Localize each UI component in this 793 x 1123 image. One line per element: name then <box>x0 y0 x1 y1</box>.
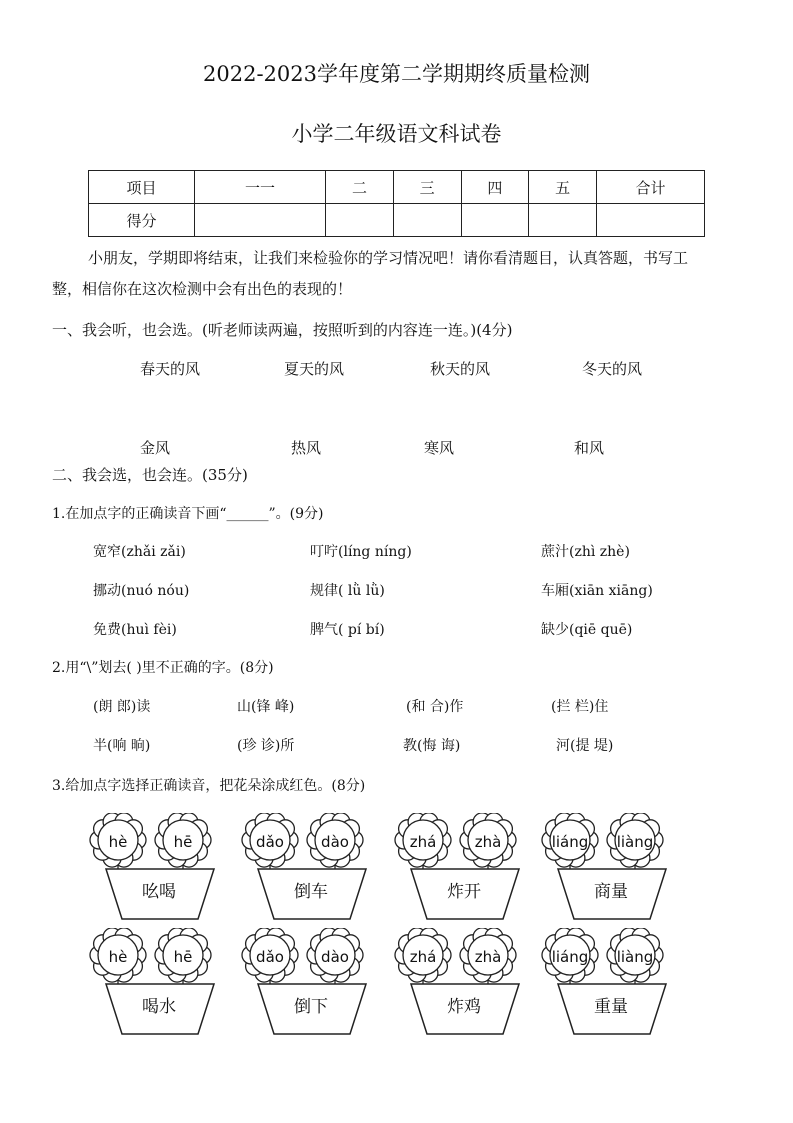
exam-title: 2022-2023学年度第二学期期终质量检测 <box>203 62 590 86</box>
pot-word: 吆喝 <box>142 882 176 902</box>
pot-word: 炸开 <box>447 882 481 902</box>
score-cell[interactable] <box>195 204 326 237</box>
pinyin-option-left[interactable]: dǎo <box>256 948 284 966</box>
flower-pot-drawing <box>88 813 228 921</box>
score-header-cell: 一一 <box>195 171 326 204</box>
flower-pot[interactable] <box>393 928 533 1036</box>
q1-item[interactable]: 车厢(xiān xiāng) <box>541 583 653 599</box>
score-cell[interactable] <box>529 204 597 237</box>
pinyin-option-left[interactable]: hè <box>108 948 128 966</box>
flower-pot[interactable] <box>88 813 228 921</box>
flower-pot-drawing <box>540 928 680 1036</box>
q1-item[interactable]: 挪动(nuó nóu) <box>93 583 190 599</box>
pot-word: 倒下 <box>294 997 328 1017</box>
score-table-header-row <box>89 171 705 204</box>
q3-title: 3.给加点字选择正确读音，把花朵涂成红色。(8分) <box>52 778 366 794</box>
score-header-cell: 二 <box>326 171 394 204</box>
wind-bottom-item[interactable]: 和风 <box>574 439 605 457</box>
pinyin-option-left[interactable]: dǎo <box>256 833 284 851</box>
exam-subtitle: 小学二年级语文科试卷 <box>291 122 502 146</box>
q1-title: 1.在加点字的正确读音下画“______”。(9分) <box>52 506 324 522</box>
score-cell[interactable] <box>326 204 394 237</box>
section2-title: 二、我会选，也会连。(35分) <box>52 466 248 484</box>
wind-bottom-item[interactable]: 寒风 <box>424 439 455 457</box>
wind-top-item[interactable]: 春天的风 <box>140 360 201 378</box>
pinyin-option-left[interactable]: zhá <box>409 833 437 851</box>
score-table <box>88 170 705 237</box>
pinyin-option-left[interactable]: liáng <box>551 833 589 851</box>
q2-item[interactable]: 山(锋 峰) <box>237 699 295 715</box>
wind-top-item[interactable]: 冬天的风 <box>582 360 643 378</box>
intro-line-1: 小朋友，学期即将结束，让我们来检验你的学习情况吧！请你看清题目，认真答题，书写工 <box>88 249 689 267</box>
q1-item[interactable]: 免费(huì fèi) <box>93 622 177 638</box>
flower-pot[interactable] <box>540 928 680 1036</box>
flower-pot-drawing <box>393 928 533 1036</box>
flower-pot[interactable] <box>240 813 380 921</box>
q2-item[interactable]: (珍 诊)所 <box>237 738 295 754</box>
q2-item[interactable]: 教(悔 诲) <box>403 738 461 754</box>
score-header-cell: 合计 <box>597 171 705 204</box>
score-row-label: 得分 <box>89 204 195 237</box>
pinyin-option-right[interactable]: hē <box>173 948 193 966</box>
pinyin-option-left[interactable]: liáng <box>551 948 589 966</box>
wind-top-item[interactable]: 秋天的风 <box>430 360 491 378</box>
q1-item[interactable]: 蔗汁(zhì zhè) <box>541 544 630 560</box>
pinyin-option-right[interactable]: dào <box>321 948 349 966</box>
flower-pot-drawing <box>240 928 380 1036</box>
pinyin-option-left[interactable]: hè <box>108 833 128 851</box>
q2-item[interactable]: 半(响 晌) <box>93 738 151 754</box>
wind-bottom-item[interactable]: 热风 <box>291 439 322 457</box>
pot-word: 喝水 <box>142 997 176 1017</box>
pinyin-option-right[interactable]: zhà <box>474 833 502 851</box>
pinyin-option-right[interactable]: zhà <box>474 948 502 966</box>
pinyin-option-right[interactable]: dào <box>321 833 349 851</box>
score-cell[interactable] <box>461 204 529 237</box>
score-cell[interactable] <box>597 204 705 237</box>
pinyin-option-right[interactable]: hē <box>173 833 193 851</box>
q2-item[interactable]: (朗 郎)读 <box>93 699 151 715</box>
q2-item[interactable]: (拦 栏)住 <box>551 699 609 715</box>
q1-item[interactable]: 规律( lǜ lǜ) <box>310 583 385 599</box>
q2-item[interactable]: 河(提 堤) <box>556 738 614 754</box>
wind-bottom-item[interactable]: 金风 <box>140 439 171 457</box>
q1-item[interactable]: 叮咛(líng níng) <box>310 544 412 560</box>
section1-title: 一、我会听，也会选。(听老师读两遍，按照听到的内容连一连。)(4分) <box>52 321 513 339</box>
score-header-cell: 三 <box>393 171 461 204</box>
score-header-cell: 项目 <box>89 171 195 204</box>
q2-title: 2.用“\”划去( )里不正确的字。(8分) <box>52 660 274 676</box>
flower-pot-drawing <box>540 813 680 921</box>
pot-word: 商量 <box>594 882 628 902</box>
score-cell[interactable] <box>393 204 461 237</box>
pot-word: 炸鸡 <box>447 997 481 1017</box>
pinyin-option-right[interactable]: liàng <box>616 833 654 851</box>
flower-pot-drawing <box>240 813 380 921</box>
score-header-cell: 四 <box>461 171 529 204</box>
score-table-row <box>89 204 705 237</box>
flower-pot-drawing <box>88 928 228 1036</box>
flower-pot-drawing <box>393 813 533 921</box>
pinyin-option-left[interactable]: zhá <box>409 948 437 966</box>
pot-word: 倒车 <box>294 882 328 902</box>
q1-item[interactable]: 脾气( pí bí) <box>310 622 385 638</box>
intro-line-2: 整，相信你在这次检测中会有出色的表现的！ <box>52 280 353 298</box>
wind-top-item[interactable]: 夏天的风 <box>284 360 345 378</box>
flower-pot[interactable] <box>240 928 380 1036</box>
q1-item[interactable]: 缺少(qiē quē) <box>541 622 633 638</box>
score-header-cell: 五 <box>529 171 597 204</box>
q1-item[interactable]: 宽窄(zhǎi zǎi) <box>93 544 186 560</box>
flower-pot[interactable] <box>393 813 533 921</box>
flower-pot[interactable] <box>540 813 680 921</box>
pinyin-option-right[interactable]: liàng <box>616 948 654 966</box>
q2-item[interactable]: (和 合)作 <box>406 699 464 715</box>
pot-word: 重量 <box>594 997 628 1017</box>
flower-pot[interactable] <box>88 928 228 1036</box>
